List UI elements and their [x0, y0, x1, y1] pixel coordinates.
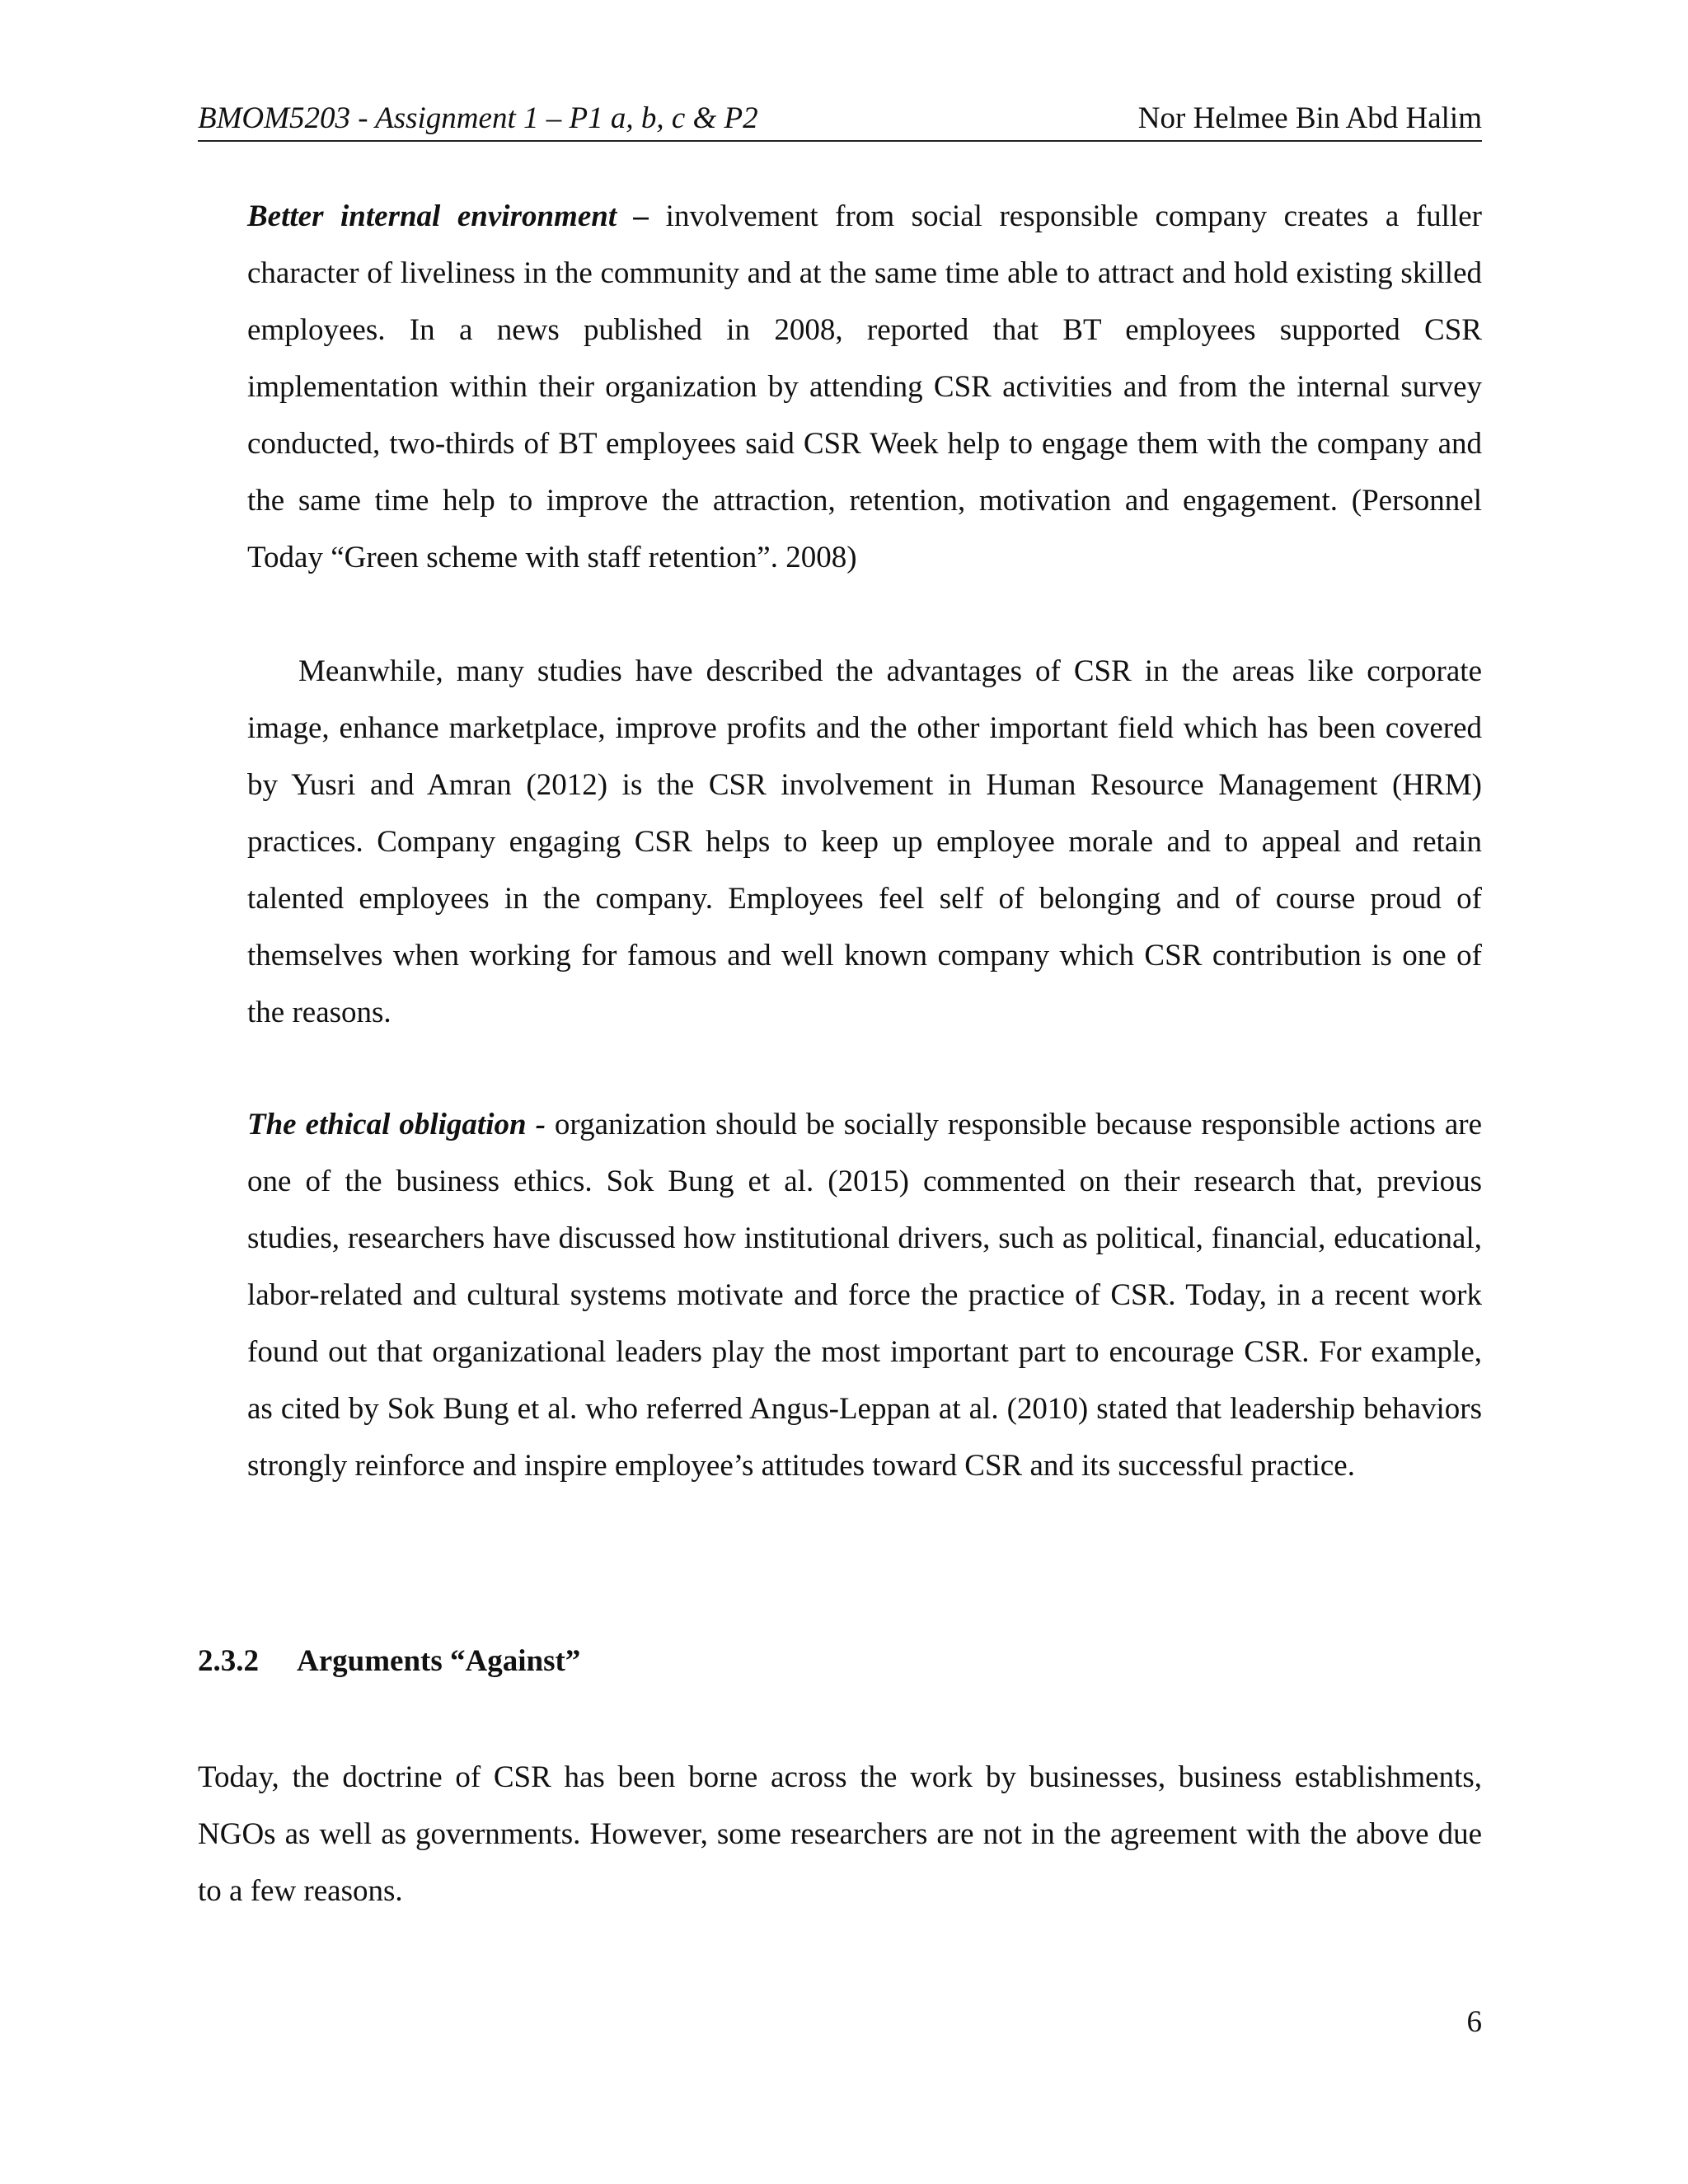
page-number: 6 — [1466, 2005, 1482, 2039]
paragraph-internal-environment — [247, 188, 1482, 586]
section-heading — [198, 1640, 580, 1683]
paragraph-body-internal-environment: involvement from social responsible company creates a fuller character of liveliness in the community and at the same time able to attract and hold existing skilled employees. In a news published in 2008, reported that BT employees supported CSR implementation within their organization by attending CSR activities and from the internal survey conducted, two-thirds of BT employees said CSR Week help to engage them with the company and the same time help to improve the attraction, retention, motivation and engagement. (Personnel Today “Green scheme with staff retention”. 2008) — [247, 199, 1482, 574]
header-course-title: BMOM5203 - Assignment 1 – P1 a, b, c & P2 — [198, 101, 758, 135]
paragraph-lead-ethical-obligation: The ethical obligation - — [247, 1108, 546, 1141]
paragraph-body-meanwhile: Meanwhile, many studies have described the advantages of CSR in the areas like corporate image, enhance marketplace, improve profits and the other important field which has been covered by Yusri and Amran (2012) is the CSR involvement in Human Resource Management (HRM) practices. Company engaging CSR helps to keep up employee morale and to appeal and retain talented employees in the company. Employees feel self of belonging and of course proud of themselves when working for famous and well known company which CSR contribution is one of the reasons. — [247, 654, 1482, 1029]
paragraph-meanwhile — [247, 643, 1482, 1041]
page-header — [198, 97, 1482, 142]
paragraph-ethical-obligation — [247, 1096, 1482, 1494]
paragraph-body-today: Today, the doctrine of CSR has been borne across the work by businesses, business establishments, NGOs as well as governments. However, some researchers are not in the agreement with the above due to a few reasons. — [198, 1760, 1482, 1908]
paragraph-lead-internal-environment: Better internal environment – — [247, 199, 649, 233]
paragraph-today — [198, 1749, 1482, 1919]
section-number: 2.3.2 — [198, 1644, 259, 1678]
section-title: Arguments “Against” — [297, 1644, 581, 1678]
paragraph-body-ethical-obligation: organization should be socially responsible because responsible actions are one of the business ethics. Sok Bung et al. (2015) commented on their research that, previous studies, researchers have discussed how institutional drivers, such as political, financial, educational, labor-related and cultural systems motivate and force the practice of CSR. Today, in a recent work found out that organizational leaders play the most important part to encourage CSR. For example, as cited by Sok Bung et al. who referred Angus-Leppan at al. (2010) stated that leadership behaviors strongly reinforce and inspire employee’s attitudes toward CSR and its successful practice. — [247, 1108, 1482, 1483]
header-author-name: Nor Helmee Bin Abd Halim — [1137, 101, 1482, 135]
